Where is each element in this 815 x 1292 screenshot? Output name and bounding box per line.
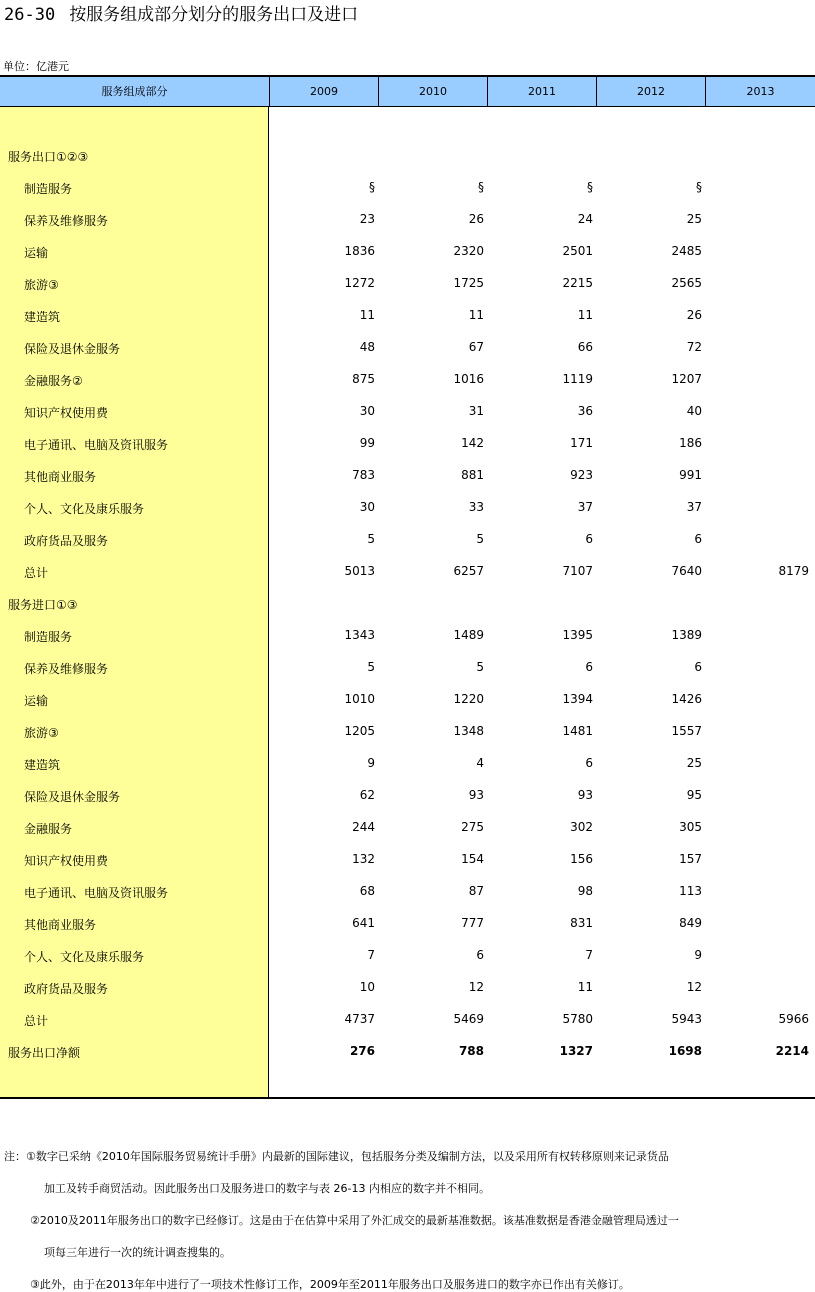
- table-row: [0, 1036, 815, 1068]
- table-row: [0, 844, 815, 876]
- row-value-2009: 30: [359, 500, 375, 514]
- row-value-2012: 157: [679, 852, 702, 866]
- row-value-2010: 1016: [453, 372, 484, 386]
- row-value-2012: 9: [694, 948, 702, 962]
- row-value-2009: 1272: [344, 276, 375, 290]
- row-value-2012: 5943: [671, 1012, 702, 1026]
- row-value-2009: 5: [367, 532, 375, 546]
- row-value-2012: 6: [694, 532, 702, 546]
- table-row: [0, 876, 815, 908]
- table-row: [0, 268, 815, 300]
- row-value-2010: 1220: [453, 692, 484, 706]
- row-value-2010: 275: [461, 820, 484, 834]
- row-value-2012: 1426: [671, 692, 702, 706]
- row-value-2009: 11: [359, 308, 375, 322]
- row-value-2010: 881: [461, 468, 484, 482]
- row-value-2010: 1489: [453, 628, 484, 642]
- table-row: [0, 972, 815, 1004]
- row-value-2012: 25: [686, 756, 702, 770]
- row-label: 个人、文化及康乐服务: [24, 502, 145, 516]
- table-row: [0, 492, 815, 524]
- header-year-2010: 2010: [379, 77, 488, 107]
- page-title: [4, 4, 358, 26]
- row-value-2011: 24: [577, 212, 593, 226]
- table-row: [0, 780, 815, 812]
- row-value-2013: 5966: [778, 1012, 809, 1026]
- table-row: [0, 172, 815, 204]
- row-value-2010: 5469: [453, 1012, 484, 1026]
- footnote-2: ②2010及2011年服务出口的数字已经修订。这是由于在估算中采用了外汇成交的最新基准数据。该基准数据是香港金融管理局透过一: [30, 1214, 679, 1227]
- row-label: 保险及退休金服务: [24, 342, 121, 356]
- table-row: [0, 1004, 815, 1036]
- row-value-2010: 1348: [453, 724, 484, 738]
- row-value-2010: 142: [461, 436, 484, 450]
- row-value-2009: 48: [359, 340, 375, 354]
- row-label: 总计: [24, 1014, 49, 1028]
- row-label: 电子通讯、电脑及资讯服务: [24, 886, 169, 900]
- table-row: [0, 364, 815, 396]
- row-value-2009: §: [369, 180, 375, 194]
- table-row: [0, 652, 815, 684]
- row-value-2011: 93: [577, 788, 593, 802]
- row-label: 政府货品及服务: [24, 982, 109, 996]
- unit-label: 单位：亿港元: [3, 60, 69, 73]
- row-value-2012: 305: [679, 820, 702, 834]
- row-label: 旅游③: [24, 726, 59, 740]
- row-label: 保险及退休金服务: [24, 790, 121, 804]
- row-value-2010: 5: [476, 660, 484, 674]
- row-value-2012: 2565: [671, 276, 702, 290]
- table-row: [0, 588, 815, 620]
- table-title: 按服务组成部分划分的服务出口及进口: [69, 5, 359, 25]
- row-value-2012: 7640: [671, 564, 702, 578]
- row-value-2011: 923: [570, 468, 593, 482]
- row-label: 服务出口净额: [8, 1046, 81, 1060]
- row-value-2009: 10: [359, 980, 375, 994]
- table-row: [0, 396, 815, 428]
- row-value-2011: 1327: [559, 1044, 593, 1058]
- table-row: [0, 332, 815, 364]
- row-value-2010: 1725: [453, 276, 484, 290]
- row-value-2012: 25: [686, 212, 702, 226]
- row-value-2009: 68: [359, 884, 375, 898]
- row-value-2011: 66: [577, 340, 593, 354]
- row-value-2009: 1010: [344, 692, 375, 706]
- row-value-2009: 5: [367, 660, 375, 674]
- row-value-2011: 6: [585, 660, 593, 674]
- row-label: 电子通讯、电脑及资讯服务: [24, 438, 169, 452]
- row-value-2010: 777: [461, 916, 484, 930]
- row-label: 制造服务: [24, 182, 73, 196]
- row-value-2012: 1698: [668, 1044, 702, 1058]
- row-value-2011: 98: [577, 884, 593, 898]
- row-value-2010: 87: [468, 884, 484, 898]
- table-row: [0, 204, 815, 236]
- row-value-2011: 1481: [562, 724, 593, 738]
- row-label: 总计: [24, 566, 49, 580]
- row-label: 知识产权使用费: [24, 406, 109, 420]
- table-row: [0, 812, 815, 844]
- row-label: 建造筑: [24, 310, 61, 324]
- row-value-2010: 26: [468, 212, 484, 226]
- row-value-2011: 2215: [562, 276, 593, 290]
- row-value-2012: 40: [686, 404, 702, 418]
- row-value-2012: 95: [686, 788, 702, 802]
- row-label: 金融服务: [24, 822, 73, 836]
- table-row: [0, 300, 815, 332]
- row-value-2009: 4737: [344, 1012, 375, 1026]
- row-label: 金融服务②: [24, 374, 83, 388]
- row-value-2012: 1557: [671, 724, 702, 738]
- row-value-2012: 12: [686, 980, 702, 994]
- row-value-2010: 5: [476, 532, 484, 546]
- row-value-2012: 26: [686, 308, 702, 322]
- row-label: 政府货品及服务: [24, 534, 109, 548]
- row-value-2011: 5780: [562, 1012, 593, 1026]
- row-value-2010: 788: [458, 1044, 484, 1058]
- row-value-2009: 9: [367, 756, 375, 770]
- row-value-2011: 302: [570, 820, 593, 834]
- row-value-2011: 1394: [562, 692, 593, 706]
- row-value-2009: 5013: [344, 564, 375, 578]
- table-row: [0, 428, 815, 460]
- footnote-2-cont: 项每三年进行一次的统计调查搜集的。: [44, 1246, 231, 1259]
- row-label: 旅游③: [24, 278, 59, 292]
- row-value-2011: 7107: [562, 564, 593, 578]
- row-label: 服务进口①③: [8, 598, 78, 612]
- row-value-2010: 12: [468, 980, 484, 994]
- row-value-2010: 31: [468, 404, 484, 418]
- row-value-2009: 7: [367, 948, 375, 962]
- table-row: [0, 556, 815, 588]
- row-value-2010: 154: [461, 852, 484, 866]
- row-value-2010: 33: [468, 500, 484, 514]
- table-row: [0, 908, 815, 940]
- row-value-2009: 875: [352, 372, 375, 386]
- row-value-2011: 1395: [562, 628, 593, 642]
- header-year-2011: 2011: [488, 77, 597, 107]
- row-value-2009: 132: [352, 852, 375, 866]
- row-value-2011: 11: [577, 308, 593, 322]
- row-label: 保养及维修服务: [24, 662, 109, 676]
- row-label: 运输: [24, 246, 49, 260]
- row-value-2013: 8179: [778, 564, 809, 578]
- table-header: [0, 75, 815, 107]
- row-value-2012: 186: [679, 436, 702, 450]
- table-row: [0, 684, 815, 716]
- row-value-2011: 36: [577, 404, 593, 418]
- row-value-2009: 99: [359, 436, 375, 450]
- row-value-2011: §: [587, 180, 593, 194]
- row-value-2010: 6257: [453, 564, 484, 578]
- row-label: 知识产权使用费: [24, 854, 109, 868]
- row-value-2012: 1389: [671, 628, 702, 642]
- table-bottom-rule: [0, 1097, 815, 1099]
- table-row: [0, 524, 815, 556]
- header-year-2013: 2013: [746, 85, 775, 98]
- table-row: [0, 140, 815, 172]
- footnote-1-cont: 加工及转手商贸活动。因此服务出口及服务进口的数字与表 26-13 内相应的数字并不相同。: [44, 1182, 490, 1195]
- row-value-2009: 276: [349, 1044, 375, 1058]
- row-value-2012: 113: [679, 884, 702, 898]
- header-year-2012: 2012: [597, 77, 706, 107]
- row-value-2009: 23: [359, 212, 375, 226]
- table-row: [0, 460, 815, 492]
- row-value-2011: 6: [585, 756, 593, 770]
- table-row: [0, 716, 815, 748]
- row-value-2009: 1836: [344, 244, 375, 258]
- row-value-2012: §: [696, 180, 702, 194]
- row-value-2011: 6: [585, 532, 593, 546]
- row-value-2010: §: [478, 180, 484, 194]
- row-value-2010: 67: [468, 340, 484, 354]
- row-label: 其他商业服务: [24, 918, 97, 932]
- row-value-2011: 7: [585, 948, 593, 962]
- row-value-2009: 62: [359, 788, 375, 802]
- header-category: 服务组成部分: [0, 77, 270, 107]
- row-value-2010: 93: [468, 788, 484, 802]
- row-label: 保养及维修服务: [24, 214, 109, 228]
- row-value-2012: 72: [686, 340, 702, 354]
- table-body: [0, 140, 815, 1068]
- row-value-2012: 991: [679, 468, 702, 482]
- table-row: [0, 748, 815, 780]
- row-label: 建造筑: [24, 758, 61, 772]
- row-value-2010: 6: [476, 948, 484, 962]
- row-value-2012: 1207: [671, 372, 702, 386]
- row-value-2011: 2501: [562, 244, 593, 258]
- row-value-2012: 37: [686, 500, 702, 514]
- row-value-2009: 783: [352, 468, 375, 482]
- row-value-2009: 1205: [344, 724, 375, 738]
- row-value-2010: 4: [476, 756, 484, 770]
- footnote-1: 注：①数字已采纳《2010年国际服务贸易统计手册》内最新的国际建议，包括服务分类及编制方法，以及采用所有权转移原则来记录货品: [4, 1150, 669, 1163]
- row-value-2011: 831: [570, 916, 593, 930]
- table-row: [0, 940, 815, 972]
- row-value-2011: 171: [570, 436, 593, 450]
- row-value-2011: 37: [577, 500, 593, 514]
- row-value-2009: 30: [359, 404, 375, 418]
- row-value-2010: 2320: [453, 244, 484, 258]
- row-label: 服务出口①②③: [8, 150, 89, 164]
- row-value-2009: 244: [352, 820, 375, 834]
- row-value-2012: 2485: [671, 244, 702, 258]
- row-label: 其他商业服务: [24, 470, 97, 484]
- row-value-2012: 849: [679, 916, 702, 930]
- row-value-2013: 2214: [775, 1044, 809, 1058]
- row-label: 运输: [24, 694, 49, 708]
- row-label: 个人、文化及康乐服务: [24, 950, 145, 964]
- header-year-2009: 2009: [270, 77, 379, 107]
- row-label: 制造服务: [24, 630, 73, 644]
- row-value-2011: 11: [577, 980, 593, 994]
- row-value-2010: 11: [468, 308, 484, 322]
- table-number: 26-30: [4, 5, 56, 25]
- table-row: [0, 236, 815, 268]
- row-value-2009: 641: [352, 916, 375, 930]
- row-value-2011: 156: [570, 852, 593, 866]
- footnote-3: ③此外，由于在2013年年中进行了一项技术性修订工作，2009年至2011年服务出口及服务进口的数字亦已作出有关修订。: [30, 1278, 630, 1291]
- row-value-2011: 1119: [562, 372, 593, 386]
- row-value-2009: 1343: [344, 628, 375, 642]
- table-row: [0, 620, 815, 652]
- row-value-2012: 6: [694, 660, 702, 674]
